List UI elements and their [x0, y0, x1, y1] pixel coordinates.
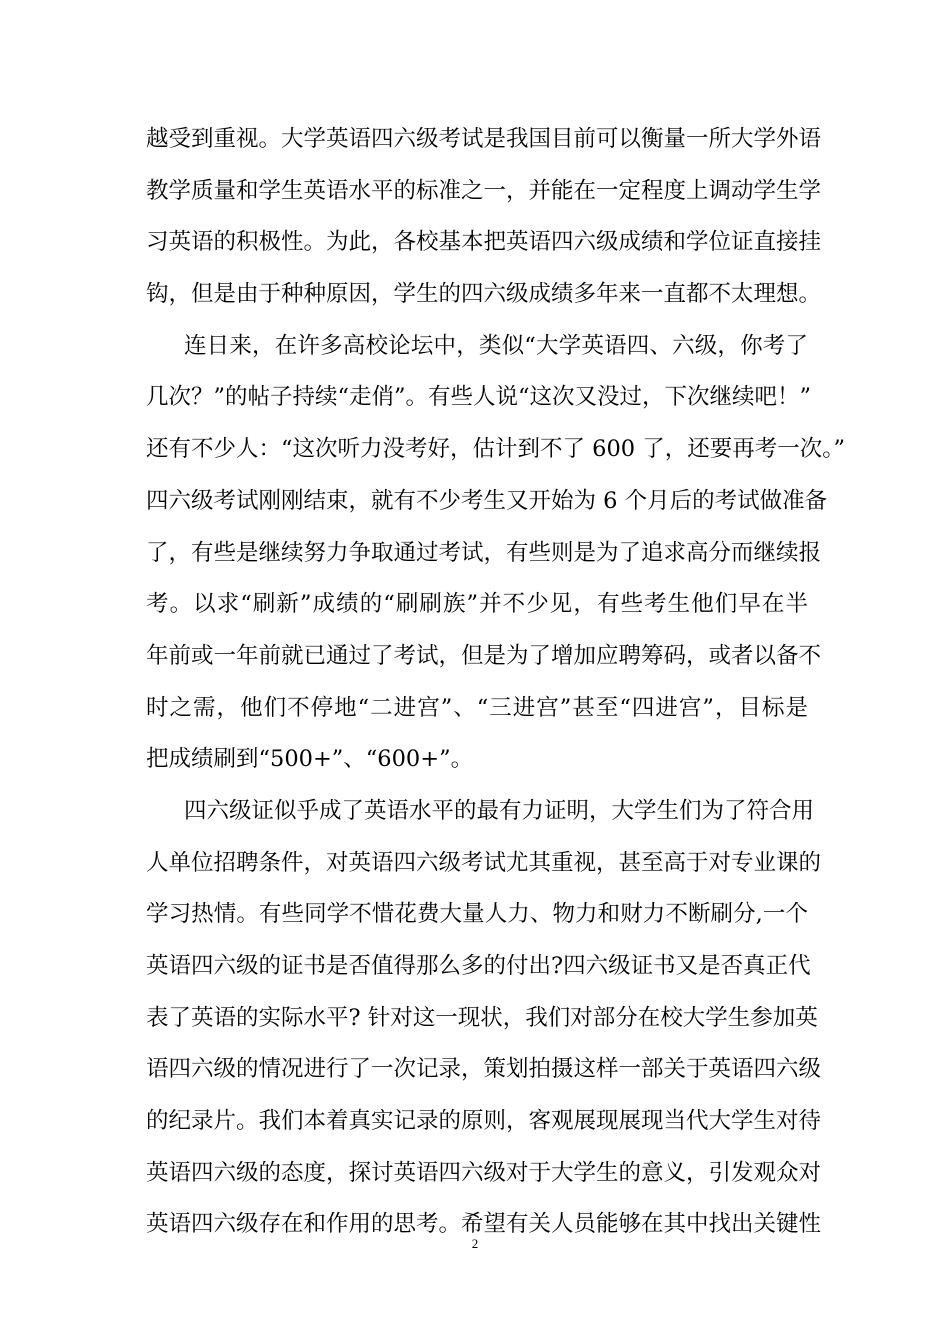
text-line: 四六级考试刚刚结束，就有不少考生又开始为 6 个月后的考试做准备: [146, 487, 828, 514]
text-line: 还有不少人：“这次听力没考好，估计到不了 600 了，还要再考一次。”: [146, 436, 846, 463]
text-line: 学习热情。有些同学不惜花费大量人力、物力和财力不断刷分,一个: [146, 901, 808, 928]
text-line: 英语四六级存在和作用的思考。希望有关人员能够在其中找出关键性: [146, 1211, 822, 1238]
text-line: 了，有些是继续努力争取通过考试，有些则是为了追求高分而继续报: [146, 539, 822, 566]
text-line: 几次？”的帖子持续“走俏”。有些人说“这次又没过，下次继续吧！”: [146, 384, 812, 411]
text-line: 时之需，他们不停地“二进宫”、“三进宫”甚至“四进宫”，目标是: [146, 694, 808, 721]
text-line: 考。以求“刷新”成绩的“刷刷族”并不少见，有些考生他们早在半: [146, 591, 808, 618]
text-line: 钩，但是由于种种原因，学生的四六级成绩多年来一直都不太理想。: [146, 281, 822, 308]
text-line: 教学质量和学生英语水平的标准之一，并能在一定程度上调动学生学: [146, 177, 822, 204]
text-line: 越受到重视。大学英语四六级考试是我国目前可以衡量一所大学外语: [146, 126, 822, 152]
body-text: [146, 114, 846, 1251]
text-line: 英语四六级的证书是否值得那么多的付出?四六级证书又是否真正代: [146, 953, 811, 979]
text-line: 连日来，在许多高校论坛中，类似“大学英语四、六级，你考了: [184, 332, 808, 359]
text-line: 年前或一年前就已通过了考试，但是为了增加应聘筹码，或者以备不: [146, 642, 822, 669]
text-line: 人单位招聘条件，对英语四六级考试尤其重视，甚至高于对专业课的: [146, 849, 822, 876]
text-line: 四六级证似乎成了英语水平的最有力证明，大学生们为了符合用: [184, 797, 815, 824]
text-line: 英语四六级的态度，探讨英语四六级对于大学生的意义，引发观众对: [146, 1159, 822, 1186]
page-number: 2: [471, 1236, 479, 1251]
text-line: 语四六级的情况进行了一次记录，策划拍摄这样一部关于英语四六级: [146, 1056, 822, 1083]
text-line: 习英语的积极性。为此，各校基本把英语四六级成绩和学位证直接挂: [146, 229, 822, 256]
text-line: 的纪录片。我们本着真实记录的原则，客观展现展现当代大学生对待: [146, 1108, 822, 1135]
text-line: 把成绩刷到“500+”、“600+”。: [146, 746, 474, 773]
text-line: 表了英语的实际水平? 针对这一现状，我们对部分在校大学生参加英: [146, 1004, 818, 1031]
